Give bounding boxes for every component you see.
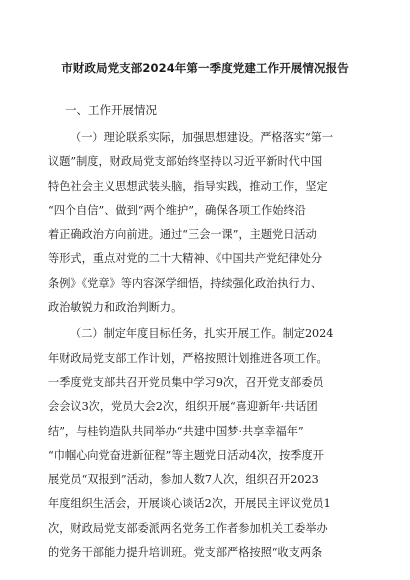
- paragraph-line: 次，财政局党支部委派两名党务工作者参加机关工委举办: [48, 521, 328, 535]
- document-title: 市财政局党支部2024年第一季度党建工作开展情况报告: [61, 61, 349, 75]
- paragraph-line: 着正确政治方向前进。通过“三会一课”，主题党日活动: [48, 228, 317, 242]
- paragraph-line: 会会议3次，党员大会2次，组织开展“喜迎新年·共话团: [48, 400, 318, 414]
- paragraph-line: 年度组织生活会，开展谈心谈话2次，开展民主评议党员1: [48, 497, 331, 511]
- paragraph-line: 等形式，重点对党的二十大精神、《中国共产党纪律处分: [48, 252, 323, 266]
- paragraph-line: 的党务干部能力提升培训班。党支部严格按照“收支两条: [48, 546, 323, 560]
- paragraph-line: “四个自信”、做到“两个维护”，确保各项工作始终沿: [48, 203, 306, 217]
- paragraph-line: 结”，与桂钧造队共同举办“共建中国梦·共享幸福年”: [48, 424, 304, 438]
- paragraph-line: 特色社会主义思想武装头脑，指导实践，推动工作，坚定: [48, 179, 328, 193]
- paragraph-line: 一季度党支部共召开党员集中学习9次，召开党支部委员: [48, 375, 324, 389]
- section-heading: 一、工作开展情况: [65, 103, 157, 117]
- paragraph-line: 年财政局党支部工作计划，严格按照计划推进各项工作。: [48, 351, 328, 365]
- paragraph-line: 展党员“双报到”活动，参加人数7人次，组织召开2023: [48, 473, 319, 487]
- paragraph-line: 条例》《党章》等内容深学细悟，持续强化政治执行力、: [48, 276, 323, 290]
- paragraph-1: [48, 126, 362, 320]
- paragraph-line: （一）理论联系实际，加强思想建设。严格落实“第一: [70, 131, 334, 144]
- paragraph-line: “巾帼心向党奋进新征程”等主题党日活动4次，按季度开: [48, 448, 324, 462]
- paragraph-line: 政治敏锐力和政治判断力。: [48, 301, 183, 315]
- paragraph-line: （二）制定年度目标任务，扎实开展工作。制定2024: [70, 327, 334, 341]
- paragraph-2: [48, 322, 362, 565]
- paragraph-line: 议题”制度，财政局党支部始终坚持以习近平新时代中国: [48, 155, 323, 169]
